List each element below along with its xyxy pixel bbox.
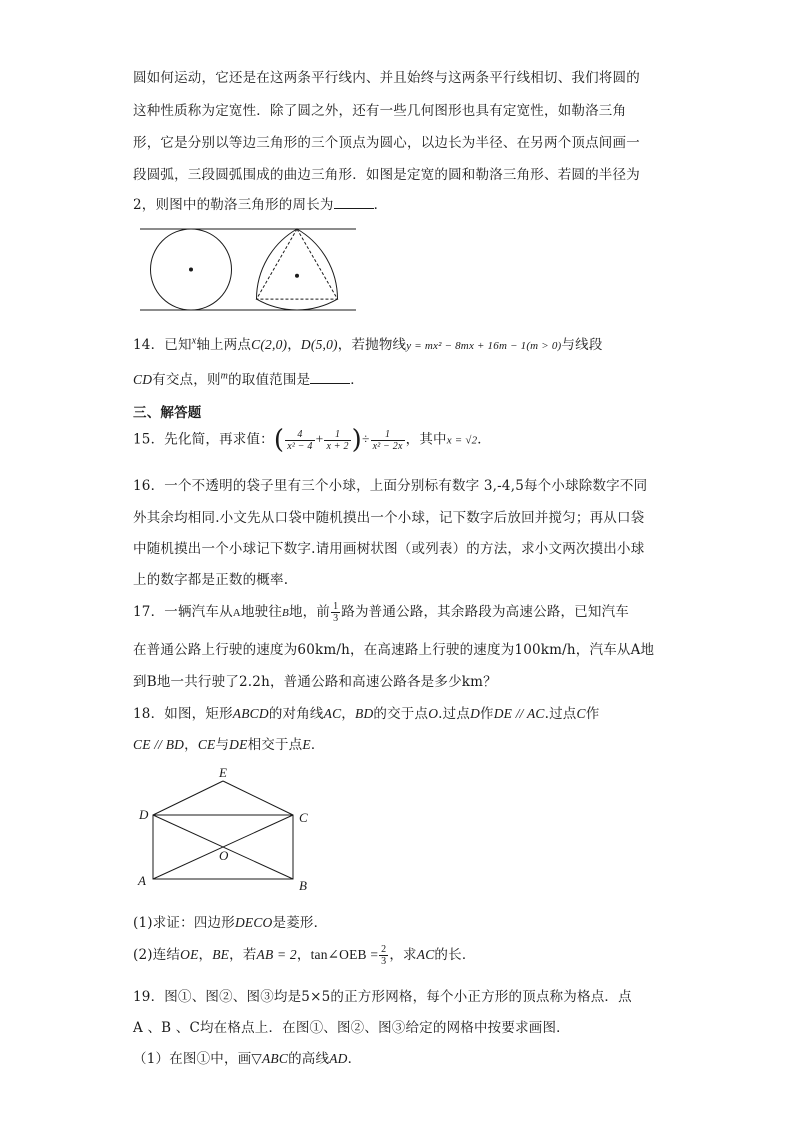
- point-c: C(2,0): [251, 337, 288, 352]
- fraction-3: $\frac{1}{\text{x² − 2x}}$: [372, 428, 403, 452]
- q14-x: x: [191, 335, 197, 347]
- divide-sign: ÷: [361, 431, 370, 447]
- q17-line-1: [133, 600, 629, 624]
- label-b: B: [299, 878, 307, 893]
- q13-line-4: 段圆弧，三段圆弧围成的曲边三角形．如图是定宽的圆和勒洛三角形、若圆的半径为: [133, 167, 640, 183]
- fraction-2: $\frac{1}{x + 2}$: [326, 428, 349, 452]
- q17-line-3: 到B地一共行驶了2.2h，普通公路和高速公路各是多少km？: [133, 674, 497, 690]
- q13-line-3: 形，它是分别以等边三角形的三个顶点为圆心，以边长为半径、在另两个顶点间画一: [133, 135, 640, 151]
- q13-line-5: [133, 193, 387, 213]
- circle-center-dot: [189, 268, 193, 272]
- q17-text: 地驶往: [240, 604, 283, 620]
- parabola-equation: y = mx² − 8mx + 16m − 1(m > 0): [406, 340, 562, 352]
- segment-de: [153, 781, 223, 815]
- left-paren: (: [273, 425, 285, 455]
- q17-text: 地，前: [288, 604, 331, 620]
- x-value: x = √2: [446, 434, 478, 447]
- q14-text: 与线段: [561, 337, 603, 353]
- q14-text: ，若抛物线: [337, 337, 407, 353]
- q18-line-2: CE // BD，CE与DE相交于点E．: [133, 737, 325, 753]
- fraction-two-thirds: $\frac{2}{3}$: [381, 944, 387, 967]
- right-paren: ): [351, 425, 362, 455]
- place-b: B: [282, 607, 289, 619]
- inner-equilateral-triangle: [257, 229, 338, 299]
- q14-text: 轴上两点: [196, 337, 252, 353]
- q17-text: 17．一辆汽车从: [133, 604, 233, 620]
- answer-blank: [334, 196, 374, 209]
- label-o: O: [219, 848, 229, 863]
- segment-cd: CD: [133, 372, 153, 387]
- q14-text: 的取值范围是: [228, 372, 311, 388]
- q17-text: 路为普通公路，其余路段为高速公路，已知汽车: [341, 604, 629, 620]
- q13-line-2: 这种性质称为定宽性．除了圆之外，还有一些几何图形也具有定宽性，如勒洛三角: [133, 103, 627, 119]
- q14-period: ．: [350, 372, 364, 388]
- q14-sep: ，: [287, 337, 301, 353]
- label-e: E: [219, 765, 227, 780]
- q13-text: 2，则图中的勒洛三角形的周长为: [133, 197, 334, 213]
- q19-part-1: （1）在图①中，画▽ABC的高线AD．: [133, 1051, 362, 1067]
- rect-abcd: ABCD: [232, 706, 269, 721]
- reuleaux-triangle: [257, 229, 338, 310]
- q16-line-4: 上的数字都是正数的概率.: [133, 572, 289, 588]
- q14-m: m: [220, 370, 229, 382]
- q15-text: ，其中: [405, 431, 447, 448]
- q16-line-1: 16．一个不透明的袋子里有三个小球，上面分别标有数字 3,-4,5每个小球除数字不同: [133, 478, 648, 494]
- q14-line-2: [133, 368, 364, 388]
- q14-text: 14．已知: [133, 337, 192, 353]
- q15-text: 15．先化简，再求值：: [133, 431, 274, 448]
- q18-part-2: (2)连结OE，BE，若AB = 2，tan∠OEB = $\frac{2}{3}$ ，求AC的长．: [133, 944, 476, 967]
- q13-line-1: 圆如何运动，它还是在这两条平行线内、并且始终与这两条平行线相切、我们将圆的: [133, 70, 640, 86]
- q13-period: ．: [373, 197, 388, 213]
- segment-ce: [223, 781, 293, 815]
- answer-blank: [310, 371, 350, 384]
- point-d: D(5,0): [300, 337, 338, 352]
- section-heading: 三、解答题: [133, 405, 202, 421]
- q15-period: ．: [477, 431, 491, 448]
- q16-line-3: 中随机摸出一个小球记下数字.请用画树状图（或列表）的方法，求小文两次摸出小球: [133, 541, 645, 557]
- constant-width-figure: [140, 222, 360, 317]
- label-c: C: [299, 810, 308, 825]
- label-a: A: [138, 873, 146, 888]
- q19-line-1: 19．图①、图②、图③均是5×5的正方形网格，每个小正方形的顶点称为格点．点: [133, 989, 632, 1005]
- q15-line: [133, 425, 491, 455]
- q17-line-2: 在普通公路上行驶的速度为60km/h，在高速路上行驶的速度为100km/h，汽车从A地: [133, 642, 655, 658]
- q14-text: 有交点，则: [152, 372, 221, 388]
- q19-line-2: A 、B 、C均在格点上．在图①、图②、图③给定的网格中按要求画图．: [133, 1020, 570, 1036]
- reuleaux-center-dot: [295, 274, 299, 278]
- q18-part-1: (1)求证：四边形DECO是菱形．: [133, 915, 328, 931]
- rectangle-rhombus-figure: [133, 763, 323, 898]
- fraction-1: $\frac{4}{\text{x² − 4}}$: [287, 428, 313, 452]
- plus-sign: +: [315, 431, 324, 447]
- q18-line-1: 18．如图，矩形ABCD的对角线AC，BD的交于点O.过点D作DE // AC.过点C作: [133, 706, 600, 722]
- q18-text: 18．如图，矩形: [133, 706, 233, 722]
- place-a: A: [232, 607, 241, 619]
- q16-line-2: 外其余均相同.小文先从口袋中随机摸出一个小球，记下数字后放回并搅匀；再从口袋: [133, 510, 645, 526]
- label-d: D: [139, 807, 149, 822]
- fraction-one-third: $\frac{1}{3}$: [333, 601, 339, 624]
- q14-line-1: [133, 333, 603, 353]
